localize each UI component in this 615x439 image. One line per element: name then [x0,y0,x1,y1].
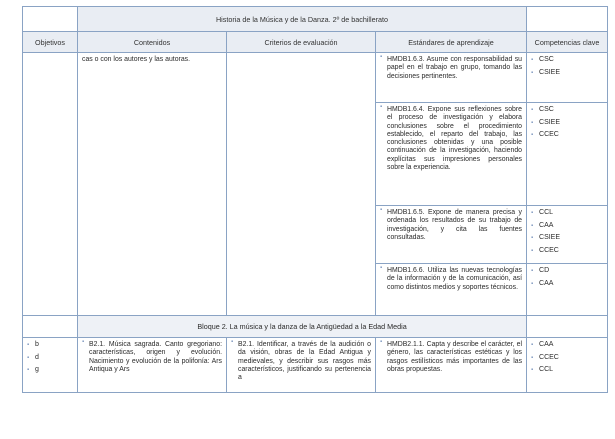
header-criterios: Criterios de evaluación [227,32,376,53]
objetivo-item: ▪ g [25,366,75,374]
competencia-item: ▪ CD [529,267,605,275]
competencias-cell [527,264,608,316]
competencias-cell [527,53,608,103]
estandar-text: ▪ HMDB1.6.3. Asume con responsabilidad su papel en el trabajo en grupo, tomando las decisiones pertinentes. [376,53,526,81]
curriculum-table [22,6,608,393]
estandar-cell [376,264,527,316]
bloque-spacer [23,316,78,338]
competencia-item: ▪ CCEC [529,131,605,139]
document-page [22,6,607,393]
competencia-item: ▪ CAA [529,280,605,288]
title-spacer-right [527,7,608,32]
estandar-text: ▪ HMDB2.1.1. Capta y describe el carácter, el género, las características estéticas y los rasgos estilísticos más importantes de las obras propuestas. [376,338,526,374]
header-contenidos: Contenidos [78,32,227,53]
contenidos-cell [78,53,227,316]
objetivo-item: ▪ b [25,341,75,349]
competencias-cell [527,206,608,264]
competencia-item: ▪ CCL [529,209,605,217]
competencia-item: ▪ CSC [529,106,605,114]
criterio-text: ▪ B2.1. Identificar, a través de la audición o da visión, obras de la Edad Antigua y medievales, y describir sus rasgos más característicos, justificando su pertenencia a [227,338,375,382]
competencia-item: ▪ CCEC [529,247,605,255]
estandar-cell [376,53,527,103]
estandar-text: ▪ HMDB1.6.4. Expone sus reflexiones sobre el proceso de investigación y elabora conclusiones sobre el procedimiento establecido, el reparto del trabajo, las conclusiones obtenidas y una posible continuación de la investigación, haciendo explícitas sus impresiones personales sobre la experiencia. [376,103,526,172]
competencia-item: ▪ CSIEE [529,69,605,77]
estandar-text: ▪ HMDB1.6.5. Expone de manera precisa y ordenada los resultados de su trabajo de investigación, y cita las fuentes consultadas. [376,206,526,242]
table-row [23,338,608,393]
table-row [23,53,608,103]
competencias-cell [527,338,608,393]
competencia-item: ▪ CSIEE [529,119,605,127]
header-competencias: Competencias clave [527,32,608,53]
competencia-item: ▪ CSC [529,56,605,64]
competencia-item: ▪ CSIEE [529,234,605,242]
estandar-cell [376,338,527,393]
estandar-text: ▪ HMDB1.6.6. Utiliza las nuevas tecnologías de la información y de la comunicación, así como distintos medios y soportes técnicos. [376,264,526,292]
bloque-spacer-right [527,316,608,338]
estandar-cell [376,103,527,206]
header-objetivos: Objetivos [23,32,78,53]
header-estandares: Estándares de aprendizaje [376,32,527,53]
objetivos-cell [23,338,78,393]
criterios-cell [227,53,376,316]
objetivo-item: ▪ d [25,354,75,362]
contenidos-text: cas o con los autores y las autoras. [82,56,191,63]
competencia-item: ▪ CCEC [529,354,605,362]
objetivos-cell [23,53,78,316]
contenido-text: ▪ B2.1. Música sagrada. Canto gregoriano: características, origen y evolución. Nacimiento y evolución de la polifonía: Ars Antiqua y Ars [78,338,226,374]
estandar-cell [376,206,527,264]
bloque-2-title: Bloque 2. La música y la danza de la Antigüedad a la Edad Media [78,316,527,338]
contenidos-cell [78,338,227,393]
table-title: Historia de la Música y de la Danza. 2º de bachillerato [78,7,527,32]
table-row [23,316,608,338]
competencia-item: ▪ CAA [529,341,605,349]
criterios-cell [227,338,376,393]
competencias-cell [527,103,608,206]
title-spacer [23,7,78,32]
competencia-item: ▪ CCL [529,366,605,374]
competencia-item: ▪ CAA [529,222,605,230]
